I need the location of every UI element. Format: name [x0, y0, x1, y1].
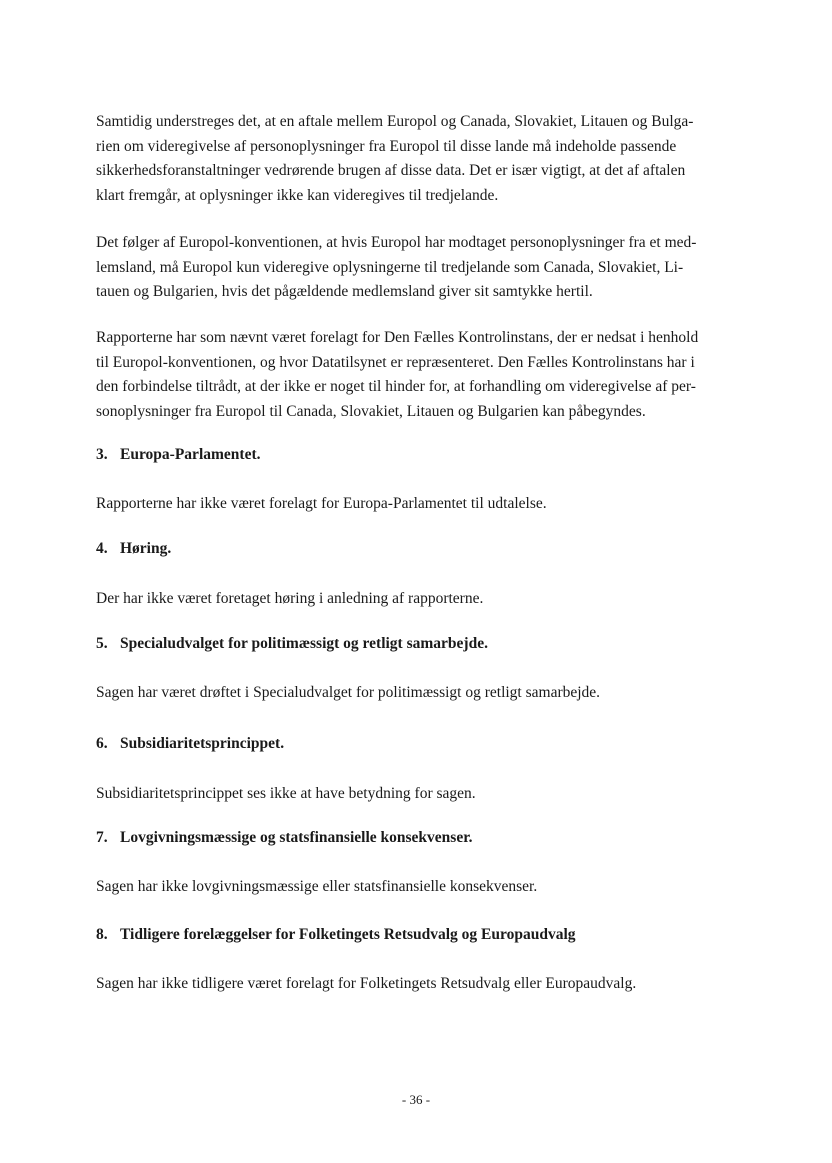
section-title: Specialudvalget for politimæssigt og retligt samarbejde. — [120, 635, 488, 652]
section-heading-4 — [96, 540, 776, 558]
section-number: 4. — [96, 540, 108, 557]
paragraph-agreement-safeguards — [96, 110, 768, 208]
text-line: tauen og Bulgarien, hvis det pågældende medlemsland giver sit samtykke hertil. — [96, 283, 593, 300]
text-line: klart fremgår, at oplysninger ikke kan videregives til tredjelande. — [96, 186, 499, 204]
section-title: Subsidiaritetsprincippet. — [120, 735, 285, 752]
text-line: til Europol-konventionen, og hvor Datatilsynet er repræsenteret. Den Fælles Kontrolinstans har i — [96, 353, 695, 371]
paragraph-joint-supervisory-body — [96, 326, 768, 424]
text-line: Sagen har ikke tidligere været forelagt for Folketingets Retsudvalg eller Europaudvalg. — [96, 975, 637, 992]
section-body-8 — [96, 972, 768, 997]
section-heading-8 — [96, 926, 776, 944]
text-line: Det følger af Europol-konventionen, at hvis Europol har modtaget personoplysninger fra et med- — [96, 234, 697, 251]
section-title: Europa-Parlamentet. — [120, 446, 261, 463]
text-line: Sagen har været drøftet i Specialudvalget for politimæssigt og retligt samarbejde. — [96, 684, 601, 701]
text-line: sikkerhedsforanstaltninger vedrørende brugen af disse data. Det er især vigtigt, at det af aftalen — [96, 162, 686, 179]
section-number: 8. — [96, 926, 108, 943]
section-body-7 — [96, 875, 768, 900]
section-title: Lovgivningsmæssige og statsfinansielle konsekvenser. — [120, 829, 473, 846]
text-line: Subsidiaritetsprincippet ses ikke at have betydning for sagen. — [96, 785, 476, 802]
section-title: Høring. — [120, 540, 172, 557]
page-number: - 36 - — [401, 1092, 431, 1107]
text-line: lemsland, må Europol kun videregive oplysningerne til tredjelande som Canada, Slovakiet, Li- — [96, 258, 684, 276]
section-heading-3 — [96, 446, 776, 464]
section-number: 3. — [96, 446, 108, 463]
section-title: Tidligere forelæggelser for Folketingets Retsudvalg og Europaudvalg — [120, 926, 576, 943]
text-line: Rapporterne har ikke været forelagt for Europa-Parlamentet til udtalelse. — [96, 495, 547, 512]
text-line: den forbindelse tiltrådt, at der ikke er noget til hinder for, at forhandling om videregivelse af per- — [96, 378, 696, 395]
text-line: rien om videregivelse af personoplysninger fra Europol til disse lande må indeholde passende — [96, 137, 677, 155]
paragraph-convention-consent — [96, 231, 768, 305]
section-body-4 — [96, 587, 768, 612]
section-body-6 — [96, 782, 768, 807]
section-number: 6. — [96, 735, 108, 752]
text-line: Rapporterne har som nævnt været forelagt for Den Fælles Kontrolinstans, der er nedsat i henhold — [96, 329, 699, 346]
section-number: 5. — [96, 635, 108, 652]
section-heading-5 — [96, 635, 776, 653]
text-line: Samtidig understreges det, at en aftale mellem Europol og Canada, Slovakiet, Litauen og Bulga- — [96, 113, 694, 130]
section-heading-6 — [96, 735, 776, 753]
section-body-3 — [96, 492, 768, 517]
text-line: Der har ikke været foretaget høring i anledning af rapporterne. — [96, 590, 484, 607]
section-body-5 — [96, 681, 768, 706]
section-heading-7 — [96, 829, 776, 847]
text-line: Sagen har ikke lovgivningsmæssige eller statsfinansielle konsekvenser. — [96, 878, 538, 895]
section-number: 7. — [96, 829, 108, 846]
text-line: sonoplysninger fra Europol til Canada, Slovakiet, Litauen og Bulgarien kan påbegyndes. — [96, 402, 646, 420]
